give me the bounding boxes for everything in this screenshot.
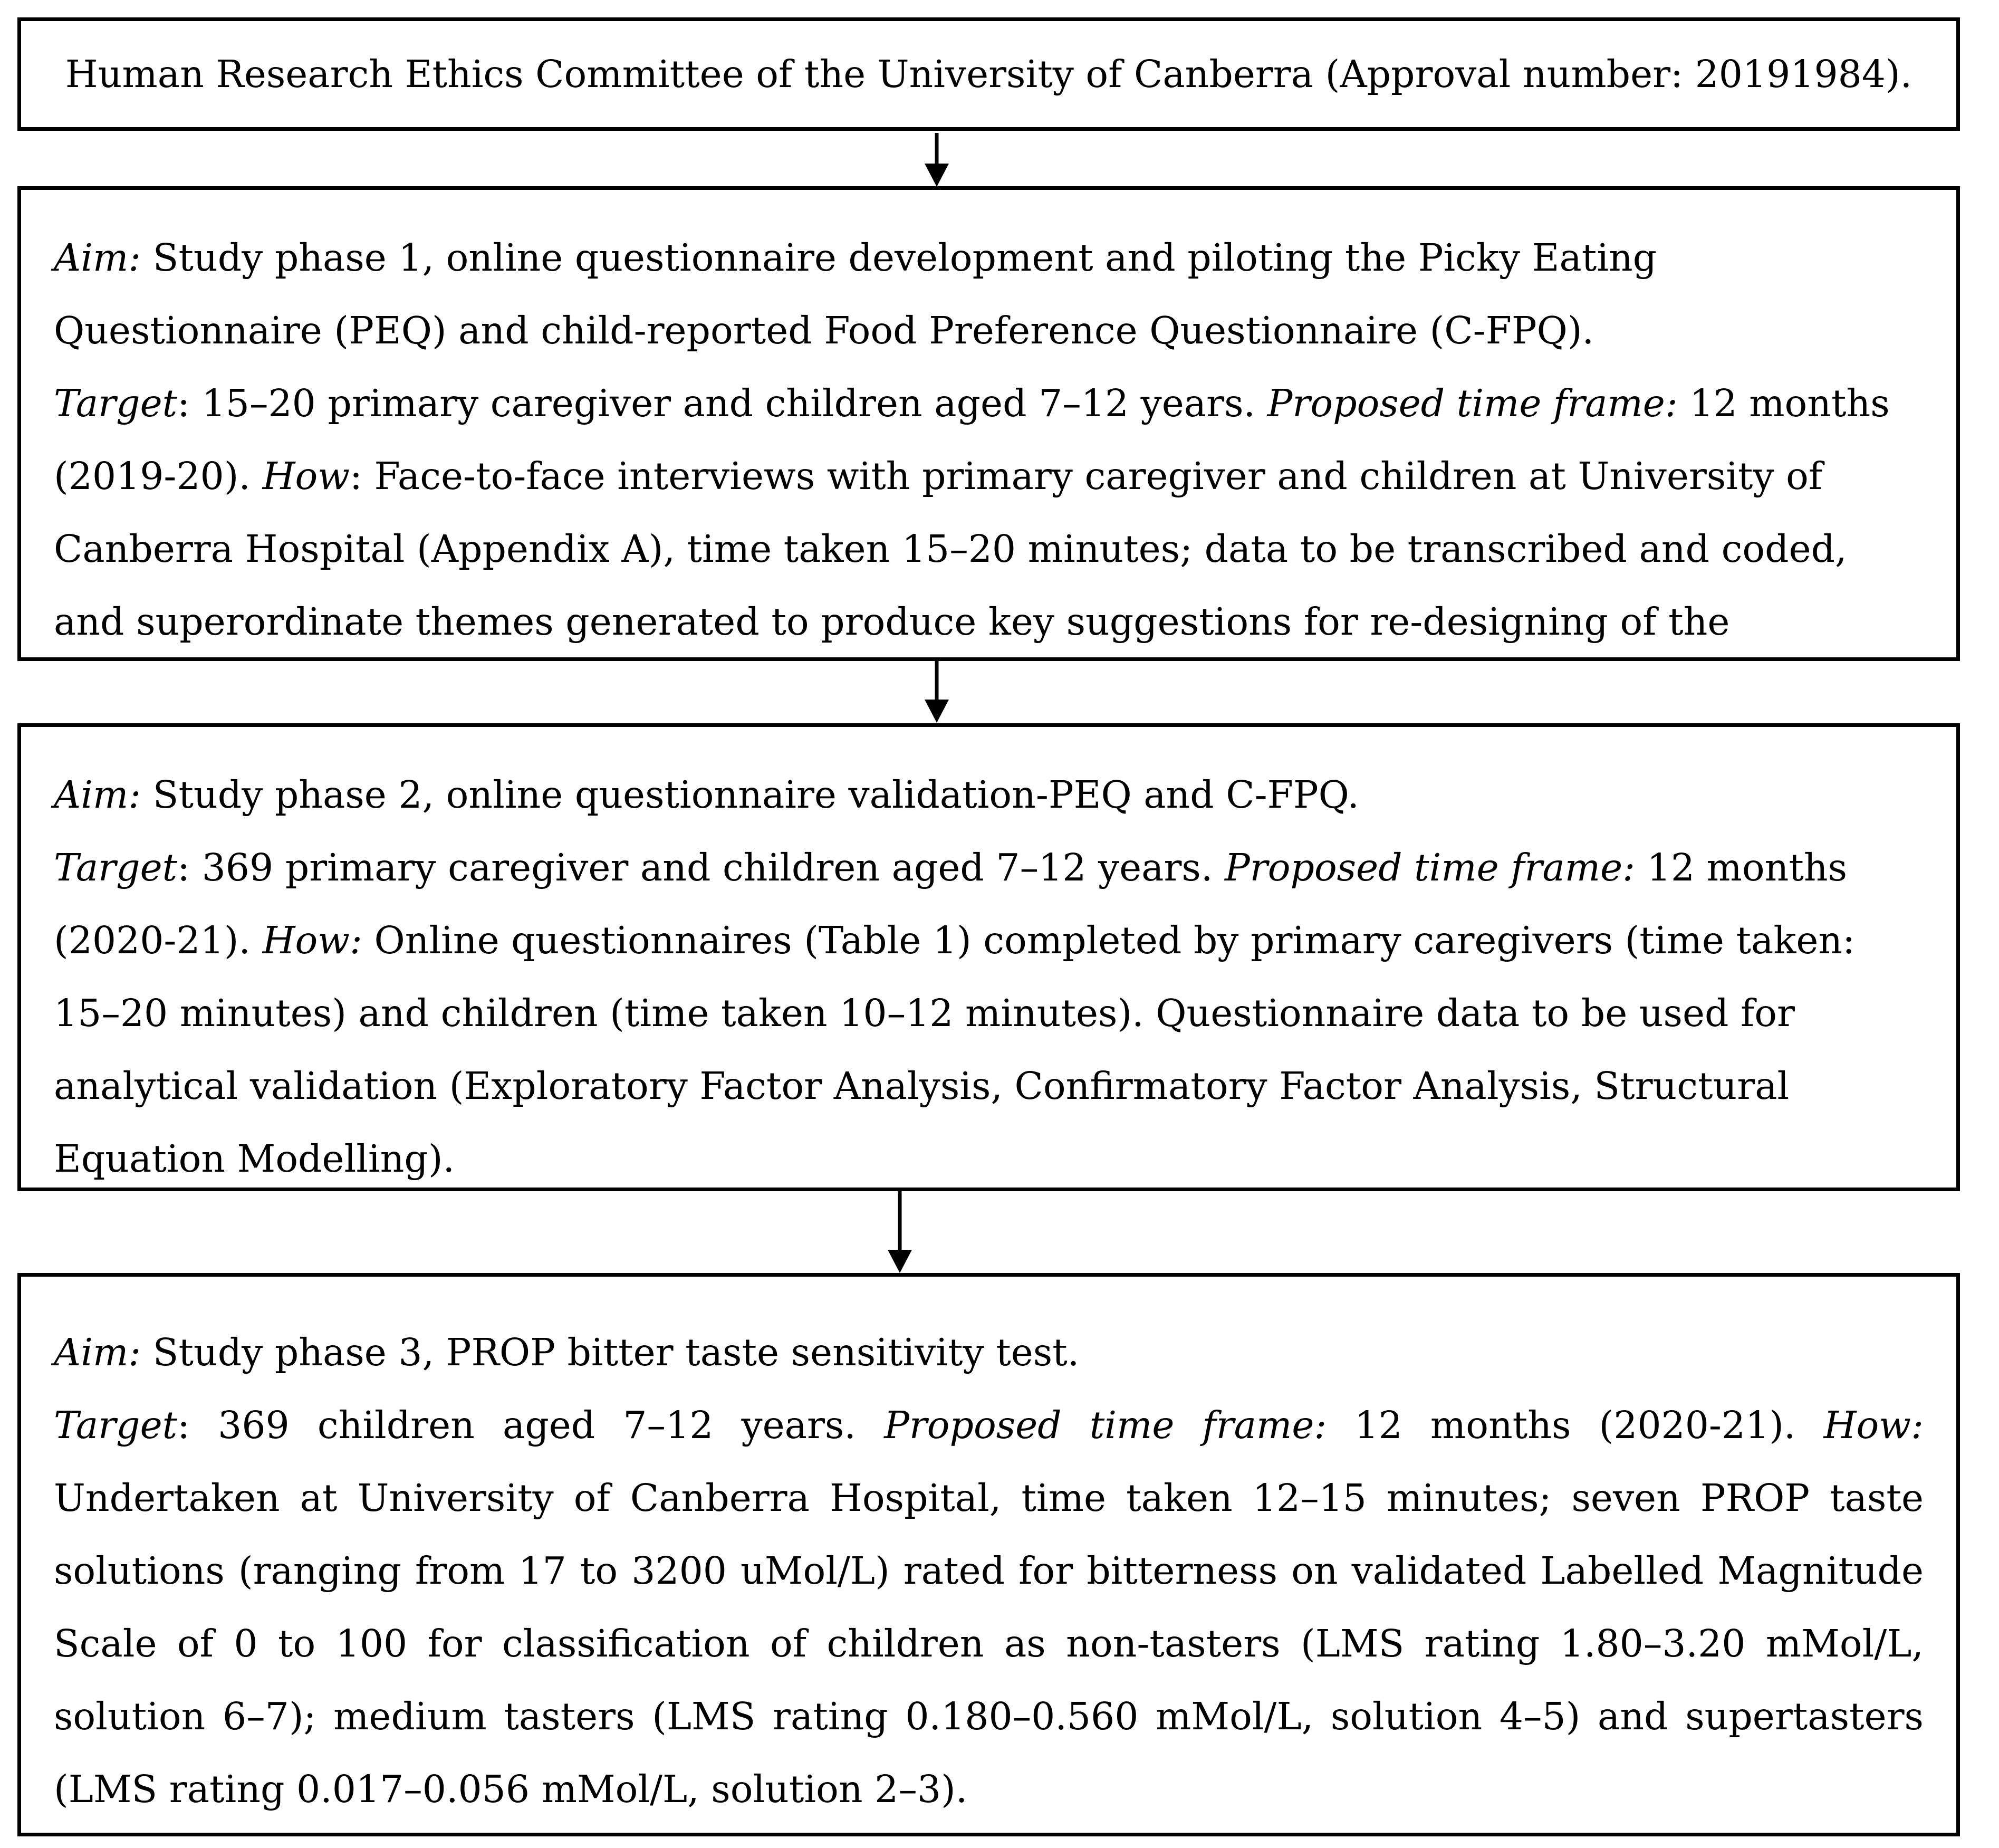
target-label: Target	[54, 1403, 178, 1447]
time-frame-label: Proposed time frame:	[1267, 381, 1678, 425]
aim-label: Aim:	[54, 1330, 141, 1374]
phase-2-aim	[54, 759, 1924, 831]
target-label: Target	[54, 381, 178, 425]
phase-3-aim	[54, 1316, 1924, 1389]
aim-label: Aim:	[54, 773, 141, 817]
time-frame-label: Proposed time frame:	[1224, 846, 1636, 889]
time-frame-text: 12 months (2020-21).	[54, 846, 1848, 962]
target-label: Target	[54, 846, 178, 889]
aim-text: Study phase 1, online questionnaire development and piloting the Picky Eating Questionnaire (PEQ) and child-reported Food Preference Questionnaire (C-FPQ).	[54, 236, 1657, 352]
how-text: : Face-to-face interviews with primary caregiver and children at University of Canberra Hospital (Appendix A), time taken 15–20 minutes; data to be transcribed and coded, and superordinate themes generated to produce key suggestions for re-designing of the	[54, 454, 1847, 644]
time-frame-text: 12 months (2020-21).	[1327, 1403, 1824, 1447]
how-text: Online questionnaires (Table 1) completed by primary caregivers (time taken: 15–20 minutes) and children (time taken 10–12 minutes). Questionnaire data to be used for analytical validation (Exploratory Factor Analysis, Confirmatory Factor Analysis, Structural Equation Modelling).	[54, 918, 1856, 1181]
phase-1-description	[54, 222, 1924, 658]
arrow-down-icon	[924, 659, 950, 724]
target-text: : 369 children aged 7–12 years.	[177, 1403, 885, 1447]
time-frame-label: Proposed time frame:	[884, 1403, 1327, 1447]
how-label: How	[262, 454, 350, 498]
ethics-approval-box	[17, 17, 1960, 131]
phase-2-box	[17, 723, 1960, 1191]
phase-2-details	[54, 831, 1924, 1195]
phase-1-details	[54, 367, 1924, 658]
target-text: : 15–20 primary caregiver and children aged 7–12 years.	[177, 381, 1267, 425]
arrow-down-icon	[924, 133, 950, 188]
how-label: How:	[1823, 1403, 1924, 1447]
phase-1-aim	[54, 222, 1924, 367]
target-text: : 369 primary caregiver and children aged 7–12 years.	[177, 846, 1225, 889]
time-frame-text: 12 months (2019-20).	[54, 381, 1890, 498]
aim-label: Aim:	[54, 236, 141, 280]
phase-1-box	[17, 186, 1960, 661]
aim-text: Study phase 2, online questionnaire validation-PEQ and C-FPQ.	[141, 773, 1359, 817]
arrow-down-icon	[887, 1190, 913, 1274]
phase-2-description	[54, 759, 1924, 1195]
aim-text: Study phase 3, PROP bitter taste sensitivity test.	[141, 1330, 1080, 1374]
phase-3-description	[54, 1316, 1924, 1826]
phase-3-box	[17, 1273, 1960, 1836]
ethics-approval-text: Human Research Ethics Committee of the University of Canberra (Approval number: 20191984).	[65, 52, 1912, 96]
how-label: How:	[262, 918, 362, 962]
how-text: Undertaken at University of Canberra Hospital, time taken 12–15 minutes; seven PROP taste solutions (ranging from 17 to 3200 uMol/L) rated for bitterness on validated Labelled Magnitude Scale of 0 to 100 for classification of children as non-tasters (LMS rating 1.80–3.20 mMol/L, solution 6–7); medium tasters (LMS rating 0.180–0.560 mMol/L, solution 4–5) and supertasters (LMS rating 0.017–0.056 mMol/L, solution 2–3).	[54, 1476, 1924, 1811]
phase-3-details	[54, 1389, 1924, 1826]
